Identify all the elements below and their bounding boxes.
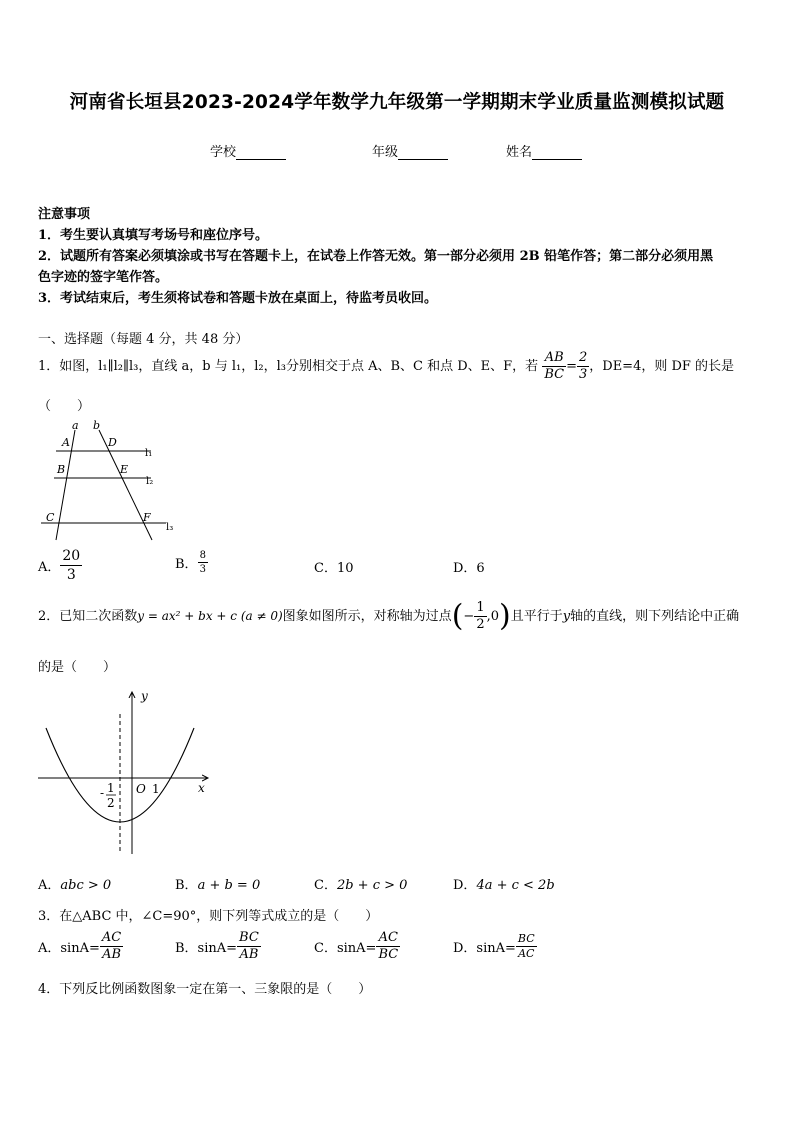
label-a: a: [72, 420, 79, 432]
q3-option-c[interactable]: [314, 930, 400, 963]
label-y: y: [141, 689, 148, 703]
frac-denominator: AB: [239, 947, 259, 962]
q2-option-c[interactable]: [314, 874, 407, 893]
page-title: 河南省长垣县2023-2024学年数学九年级第一学期期末学业质量监测模拟试题: [69, 92, 725, 113]
option-fraction: [237, 930, 261, 963]
label-D: D: [108, 436, 117, 449]
q1-option-a[interactable]: [38, 547, 82, 584]
q1-option-c[interactable]: C．10: [314, 561, 354, 576]
label-x: x: [198, 781, 205, 795]
frac-denominator: AB: [102, 947, 122, 962]
label-l1: l₁: [145, 448, 153, 459]
grade-field[interactable]: [372, 141, 448, 160]
q1-option-d[interactable]: D．6: [453, 561, 485, 576]
q2-mid: 图象如图所示，对称轴为过点: [282, 609, 452, 624]
label-E: E: [120, 463, 129, 476]
frac-numerator: AB: [542, 350, 566, 367]
label-half-num: 1: [107, 781, 115, 795]
grade-label: 年级: [372, 145, 399, 160]
option-fraction: [60, 547, 82, 584]
frac-numerator: 2: [578, 350, 588, 365]
note-item: 3．考试结束后，考生须将试卷和答题卡放在桌面上，待监考员收回。: [38, 291, 438, 306]
option-label: B．: [175, 878, 198, 893]
frac-denominator: 3: [199, 564, 206, 575]
q1-value-fraction: [577, 350, 589, 383]
q1-ratio-fraction: [542, 350, 566, 383]
frac-denominator: 3: [578, 367, 588, 382]
label-F: F: [143, 511, 151, 524]
note-item: 2．试题所有答案必须填涂或书写在答题卡上，在试卷上作答无效。第一部分必须用 2B 铅笔作答；第二部分必须用黑: [38, 249, 714, 264]
q4-stem: 4．下列反比例函数图象一定在第一、三象限的是（ ）: [38, 982, 372, 997]
frac-numerator: AC: [376, 930, 400, 947]
point-tail: ,0: [486, 609, 499, 624]
option-label: A．sinA=: [38, 941, 100, 956]
point-neg: −: [463, 609, 475, 624]
option-fraction: [100, 930, 123, 963]
label-l3: l₃: [166, 522, 174, 533]
point-fraction: [474, 600, 486, 633]
paren-left: (: [451, 598, 464, 634]
q1-prefix: 1．如图，l₁∥l₂∥l₃，直线 a，b 与 l₁，l₂，l₃分别相交于点 A、B、C 和点 D、E、F，若: [38, 359, 539, 374]
frac-numerator: 1: [476, 600, 485, 615]
frac-denominator: AC: [518, 947, 535, 960]
label-l2: l₂: [146, 476, 154, 487]
label-b: b: [93, 420, 101, 432]
label-A: A: [62, 436, 70, 449]
frac-numerator: AC: [101, 930, 122, 945]
frac-denominator: 3: [66, 567, 76, 583]
q2-function: y = ax² + bx + c (a ≠ 0): [137, 609, 283, 623]
q2-suffix: 且平行于: [510, 609, 563, 624]
q1-suffix: ，DE=4，则 DF 的长是: [589, 359, 735, 374]
option-label: D．sinA=: [453, 941, 516, 956]
q1-stem: [38, 350, 734, 384]
frac-denominator: 2: [476, 617, 485, 632]
option-label: A．: [38, 560, 61, 575]
name-blank[interactable]: [532, 145, 582, 160]
q3-option-d[interactable]: [453, 932, 537, 961]
paren-right: ): [499, 598, 511, 634]
label-origin: O: [136, 782, 146, 796]
notes-heading: 注意事项: [38, 207, 91, 222]
school-label: 学校: [210, 145, 237, 160]
frac-denominator: BC: [544, 367, 565, 382]
option-expression: 4a + c < 2b: [476, 878, 555, 893]
frac-numerator: BC: [517, 932, 535, 945]
option-fraction: [198, 549, 208, 576]
option-expression: a + b = 0: [197, 878, 261, 893]
frac-numerator: BC: [239, 930, 259, 945]
option-label: B．: [175, 557, 198, 572]
q1-paren: （ ）: [38, 399, 91, 414]
label-half-den: 2: [107, 796, 115, 810]
label-C: C: [46, 511, 55, 524]
q1-option-b[interactable]: [175, 549, 208, 576]
label-B: B: [57, 463, 66, 476]
q2-suffix2: 轴的直线，则下列结论中正确: [570, 609, 740, 624]
option-label: C．: [314, 878, 337, 893]
q2-option-d[interactable]: [453, 874, 555, 893]
option-label: C．sinA=: [314, 941, 377, 956]
school-field[interactable]: [210, 141, 286, 160]
q2-option-b[interactable]: [175, 874, 260, 893]
option-label: A．: [38, 878, 61, 893]
option-label: B．sinA=: [175, 941, 238, 956]
note-item: 色字迹的签字笔作答。: [38, 270, 169, 285]
frac-numerator: 20: [62, 548, 81, 564]
q3-stem: 3．在△ABC 中，∠C=90°，则下列等式成立的是（ ）: [38, 909, 379, 924]
option-label: D．: [453, 878, 477, 893]
frac-denominator: BC: [378, 947, 399, 962]
q2-prefix: 2．已知二次函数: [38, 609, 138, 624]
note-item: 1．考生要认真填写考场号和座位序号。: [38, 228, 269, 243]
frac-numerator: 8: [199, 550, 206, 561]
q3-option-b[interactable]: [175, 930, 261, 963]
section-heading: 一、选择题（每题 4 分，共 48 分）: [38, 332, 249, 347]
option-fraction: [376, 930, 400, 963]
label-neg: -: [100, 786, 105, 800]
option-expression: 2b + c > 0: [336, 878, 408, 893]
q1-parallel-lines-figure: [36, 420, 186, 545]
option-expression: abc > 0: [60, 878, 112, 893]
q2-parabola-figure: [36, 686, 216, 858]
name-field[interactable]: [506, 141, 582, 160]
q2-option-a[interactable]: [38, 874, 111, 893]
option-fraction: [516, 932, 537, 961]
label-one: 1: [152, 782, 160, 796]
q3-option-a[interactable]: [38, 930, 123, 963]
q2-line2: 的是（ ）: [38, 660, 117, 675]
name-label: 姓名: [506, 145, 533, 160]
q2-yvar: y: [562, 609, 571, 624]
grade-blank[interactable]: [398, 145, 448, 160]
school-blank[interactable]: [236, 145, 286, 160]
equals-sign: =: [566, 359, 577, 374]
q2-stem: [38, 596, 739, 637]
